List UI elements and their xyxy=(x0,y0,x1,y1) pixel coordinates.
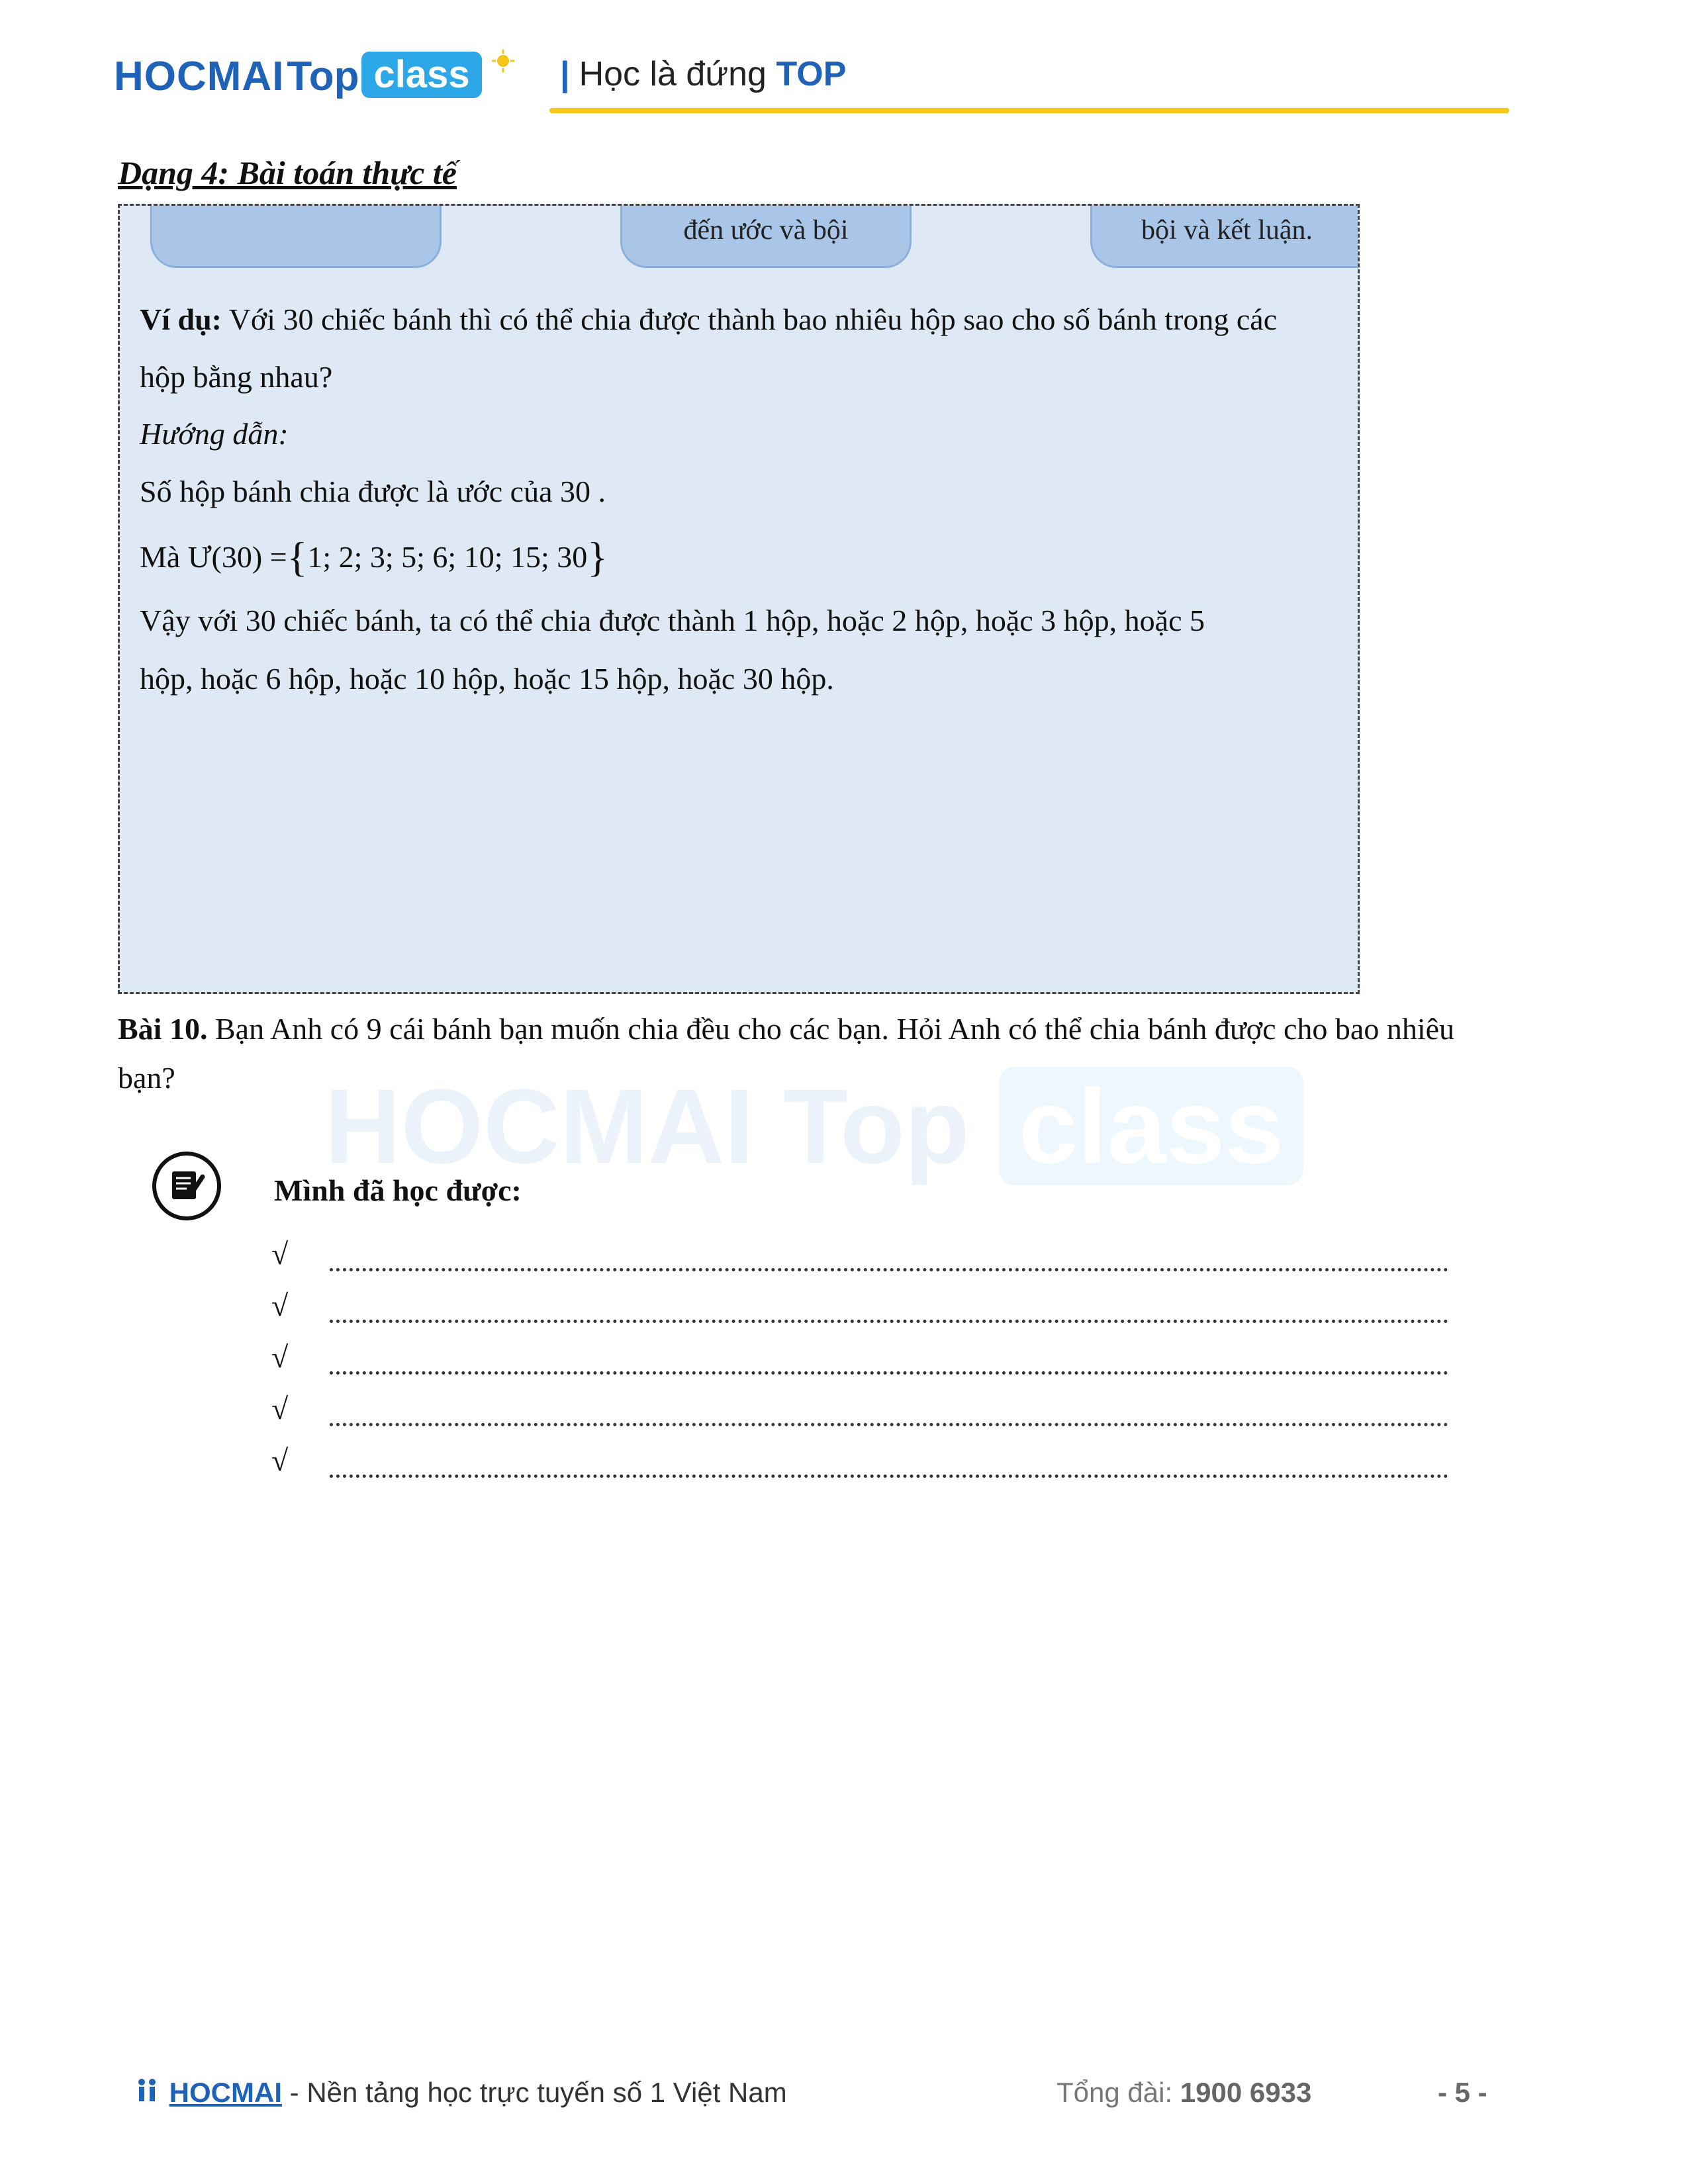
note-pencil-icon xyxy=(152,1152,221,1220)
watermark-hocmai: HOCMAI xyxy=(324,1067,754,1185)
learned-line-4 xyxy=(271,1391,1448,1426)
guide-label: Hướng dẫn: xyxy=(140,417,289,451)
footer-hotline xyxy=(1056,2077,1311,2109)
hotline-label: Tổng đài: xyxy=(1056,2077,1180,2108)
learned-line-1 xyxy=(271,1236,1448,1271)
slogan-top: TOP xyxy=(776,55,847,93)
header-slogan xyxy=(560,54,846,94)
slogan-text: Học là đứng xyxy=(579,55,767,93)
step-tab-2: đến ước và bội xyxy=(620,204,912,268)
exercise-line1: Bạn Anh có 9 cái bánh bạn muốn chia đều cho các bạn. Hỏi Anh có thể chia bánh được cho bao nhiêu xyxy=(207,1012,1455,1046)
footer-brand xyxy=(132,2077,787,2109)
example-question-line1: Với 30 chiếc bánh thì có thể chia được thành bao nhiêu hộp sao cho số bánh trong các xyxy=(221,302,1278,336)
check-mark: √ xyxy=(271,1340,289,1374)
example-label: Ví dụ: xyxy=(140,302,222,336)
hocmai-people-icon xyxy=(132,2077,162,2106)
logo-class-badge: class xyxy=(361,52,481,98)
step-tab-1 xyxy=(150,204,442,268)
check-mark: √ xyxy=(271,1392,289,1426)
hotline-number: 1900 6933 xyxy=(1180,2077,1312,2108)
divisor-set-values: 1; 2; 3; 5; 6; 10; 15; 30 xyxy=(307,540,588,574)
watermark-class: class xyxy=(999,1067,1303,1185)
example-box xyxy=(118,204,1360,994)
dotted-answer-line[interactable] xyxy=(330,1248,1448,1271)
learned-line-3 xyxy=(271,1340,1448,1375)
exercise-10 xyxy=(118,1011,1454,1046)
slogan-bar: | xyxy=(560,55,570,93)
dotted-answer-line[interactable] xyxy=(330,1455,1448,1478)
solution-step-1: Số hộp bánh chia được là ước của 30 . xyxy=(140,475,606,508)
logo-hocmai-text: HOCMAI xyxy=(114,54,285,99)
learned-title: Mình đã học được: xyxy=(274,1173,522,1207)
logo-top-text: Top xyxy=(287,54,359,99)
check-mark: √ xyxy=(271,1289,289,1322)
example-question xyxy=(140,302,1277,337)
hocmai-topclass-logo xyxy=(114,53,511,113)
learned-line-2 xyxy=(271,1288,1448,1323)
check-mark: √ xyxy=(271,1443,289,1477)
example-question-line2: hộp bằng nhau? xyxy=(140,360,333,394)
page-number: - 5 - xyxy=(1438,2077,1487,2108)
solution-step-2 xyxy=(140,533,608,582)
sun-icon xyxy=(491,49,515,73)
dotted-answer-line[interactable] xyxy=(330,1351,1448,1375)
solution-step-3: Vậy với 30 chiếc bánh, ta có thể chia được thành 1 hộp, hoặc 2 hộp, hoặc 3 hộp, hoặc 5 xyxy=(140,604,1205,637)
footer-tagline: - Nền tảng học trực tuyến số 1 Việt Nam xyxy=(282,2077,787,2108)
divisor-set-prefix: Mà Ư(30) = xyxy=(140,540,287,574)
learned-line-5 xyxy=(271,1443,1448,1478)
step-tab-3: bội và kết luận. xyxy=(1090,204,1360,268)
dotted-answer-line[interactable] xyxy=(330,1300,1448,1323)
solution-step-4: hộp, hoặc 6 hộp, hoặc 10 hộp, hoặc 15 hộp, hoặc 30 hộp. xyxy=(140,662,834,696)
footer-brand-link[interactable]: HOCMAI xyxy=(169,2077,282,2108)
exercise-label: Bài 10. xyxy=(118,1012,208,1046)
dotted-answer-line[interactable] xyxy=(330,1403,1448,1426)
section-title: Dạng 4: Bài toán thực tế xyxy=(118,154,457,191)
brace-open: { xyxy=(287,533,308,580)
brace-close: } xyxy=(587,533,608,580)
watermark xyxy=(324,1066,1303,1187)
check-mark: √ xyxy=(271,1237,289,1271)
exercise-line2: bạn? xyxy=(118,1061,175,1095)
header-underline xyxy=(549,108,1509,113)
watermark-top: Top xyxy=(783,1067,970,1185)
